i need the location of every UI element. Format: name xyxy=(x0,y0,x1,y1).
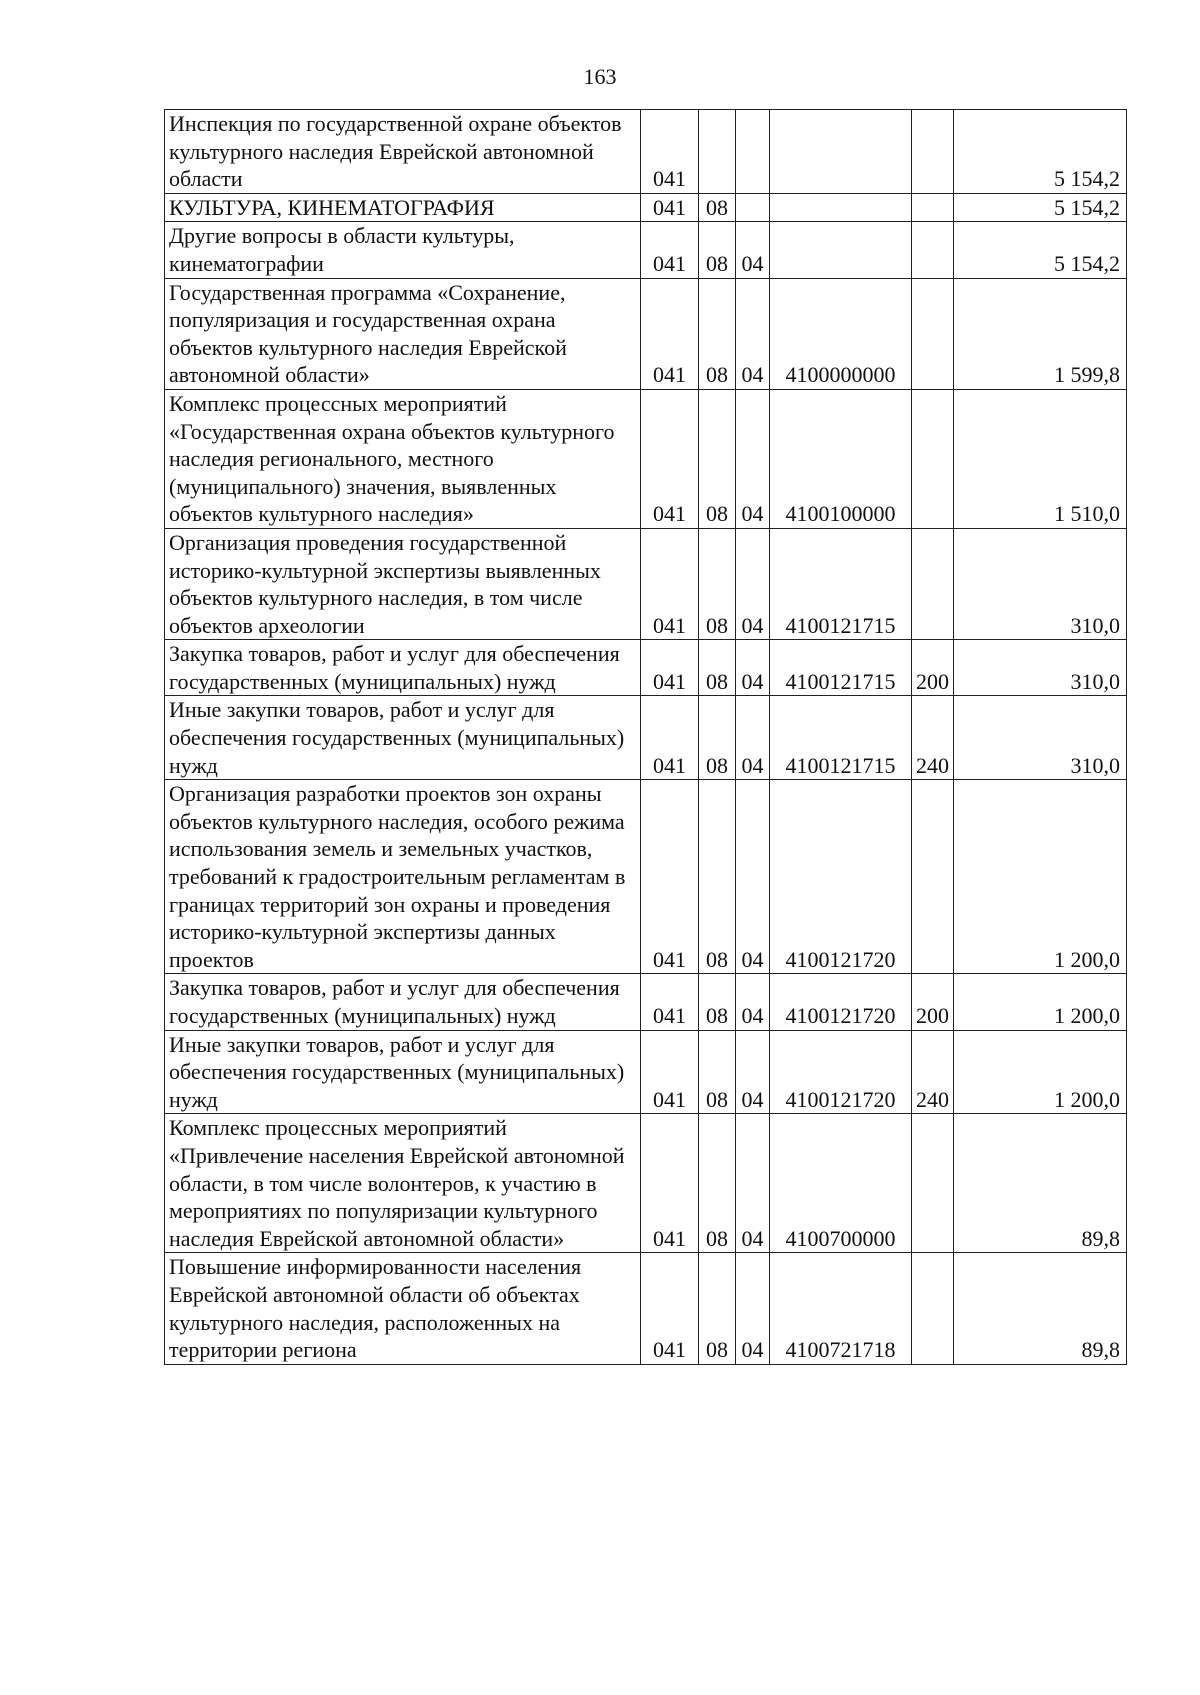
subsection-code xyxy=(736,193,770,222)
expense-type-code xyxy=(912,1114,954,1253)
table-row xyxy=(165,1030,1127,1114)
target-article-code: 4100100000 xyxy=(770,389,912,528)
amount: 310,0 xyxy=(954,528,1127,639)
amount: 89,8 xyxy=(954,1114,1127,1253)
target-article-code xyxy=(770,222,912,278)
department-code: 041 xyxy=(641,389,699,528)
amount: 310,0 xyxy=(954,640,1127,696)
expense-type-code: 200 xyxy=(912,640,954,696)
department-code: 041 xyxy=(641,974,699,1030)
section-code: 08 xyxy=(699,640,736,696)
section-code: 08 xyxy=(699,222,736,278)
row-description: Закупка товаров, работ и услуг для обеспечения государственных (муниципальных) нужд xyxy=(165,640,641,696)
table-row xyxy=(165,528,1127,639)
subsection-code: 04 xyxy=(736,1030,770,1114)
subsection-code: 04 xyxy=(736,640,770,696)
department-code: 041 xyxy=(641,193,699,222)
department-code: 041 xyxy=(641,1030,699,1114)
target-article-code xyxy=(770,110,912,194)
expense-type-code xyxy=(912,1253,954,1364)
target-article-code: 4100121720 xyxy=(770,780,912,974)
table-row xyxy=(165,640,1127,696)
target-article-code: 4100121720 xyxy=(770,974,912,1030)
amount: 1 599,8 xyxy=(954,278,1127,389)
row-description: Иные закупки товаров, работ и услуг для обеспечения государственных (муниципальных) нужд xyxy=(165,696,641,780)
amount: 1 200,0 xyxy=(954,1030,1127,1114)
section-code: 08 xyxy=(699,1030,736,1114)
table-row xyxy=(165,780,1127,974)
budget-table xyxy=(164,109,1127,1365)
target-article-code: 4100121715 xyxy=(770,640,912,696)
department-code: 041 xyxy=(641,780,699,974)
amount: 310,0 xyxy=(954,696,1127,780)
section-code: 08 xyxy=(699,1114,736,1253)
table-row xyxy=(165,974,1127,1030)
target-article-code: 4100121720 xyxy=(770,1030,912,1114)
expense-type-code xyxy=(912,222,954,278)
section-code: 08 xyxy=(699,278,736,389)
table-row xyxy=(165,389,1127,528)
table-row xyxy=(165,1114,1127,1253)
subsection-code: 04 xyxy=(736,1253,770,1364)
section-code: 08 xyxy=(699,780,736,974)
row-description: Иные закупки товаров, работ и услуг для обеспечения государственных (муниципальных) нужд xyxy=(165,1030,641,1114)
department-code: 041 xyxy=(641,278,699,389)
amount: 1 200,0 xyxy=(954,974,1127,1030)
row-description: Повышение информированности населения Еврейской автономной области об объектах культурного наследия, расположенных на территории региона xyxy=(165,1253,641,1364)
row-description: Комплекс процессных мероприятий «Государственная охрана объектов культурного наследия регионального, местного (муниципального) значения, выявленных объектов культурного наследия» xyxy=(165,389,641,528)
section-code: 08 xyxy=(699,974,736,1030)
subsection-code: 04 xyxy=(736,528,770,639)
row-description: КУЛЬТУРА, КИНЕМАТОГРАФИЯ xyxy=(165,193,641,222)
department-code: 041 xyxy=(641,1114,699,1253)
expense-type-code xyxy=(912,193,954,222)
expense-type-code: 240 xyxy=(912,696,954,780)
row-description: Организация проведения государственной историко-культурной экспертизы выявленных объектов культурного наследия, в том числе объектов археологии xyxy=(165,528,641,639)
amount: 5 154,2 xyxy=(954,110,1127,194)
subsection-code: 04 xyxy=(736,389,770,528)
section-code: 08 xyxy=(699,193,736,222)
target-article-code xyxy=(770,193,912,222)
amount: 5 154,2 xyxy=(954,222,1127,278)
amount: 1 510,0 xyxy=(954,389,1127,528)
subsection-code xyxy=(736,110,770,194)
table-row xyxy=(165,193,1127,222)
expense-type-code xyxy=(912,528,954,639)
table-row xyxy=(165,1253,1127,1364)
department-code: 041 xyxy=(641,640,699,696)
expense-type-code: 200 xyxy=(912,974,954,1030)
department-code: 041 xyxy=(641,222,699,278)
expense-type-code: 240 xyxy=(912,1030,954,1114)
expense-type-code xyxy=(912,278,954,389)
page-number: 163 xyxy=(583,64,617,89)
section-code: 08 xyxy=(699,696,736,780)
amount: 1 200,0 xyxy=(954,780,1127,974)
row-description: Комплекс процессных мероприятий «Привлечение населения Еврейской автономной области, в том числе волонтеров, к участию в мероприятиях по популяризации культурного наследия Еврейской автономной области» xyxy=(165,1114,641,1253)
section-code: 08 xyxy=(699,389,736,528)
subsection-code: 04 xyxy=(736,780,770,974)
subsection-code: 04 xyxy=(736,1114,770,1253)
subsection-code: 04 xyxy=(736,222,770,278)
amount: 5 154,2 xyxy=(954,193,1127,222)
table-row xyxy=(165,278,1127,389)
target-article-code: 4100000000 xyxy=(770,278,912,389)
row-description: Инспекция по государственной охране объектов культурного наследия Еврейской автономной области xyxy=(165,110,641,194)
expense-type-code xyxy=(912,389,954,528)
department-code: 041 xyxy=(641,110,699,194)
subsection-code: 04 xyxy=(736,278,770,389)
department-code: 041 xyxy=(641,528,699,639)
row-description: Закупка товаров, работ и услуг для обеспечения государственных (муниципальных) нужд xyxy=(165,974,641,1030)
target-article-code: 4100700000 xyxy=(770,1114,912,1253)
section-code xyxy=(699,110,736,194)
department-code: 041 xyxy=(641,1253,699,1364)
table-row xyxy=(165,110,1127,194)
row-description: Другие вопросы в области культуры, кинематографии xyxy=(165,222,641,278)
expense-type-code xyxy=(912,110,954,194)
target-article-code: 4100121715 xyxy=(770,528,912,639)
table-row xyxy=(165,696,1127,780)
row-description: Государственная программа «Сохранение, популяризация и государственная охрана объектов культурного наследия Еврейской автономной области» xyxy=(165,278,641,389)
budget-table-body xyxy=(165,110,1127,1365)
row-description: Организация разработки проектов зон охраны объектов культурного наследия, особого режима использования земель и земельных участков, требований к градостроительным регламентам в границах территорий зон охраны и проведения историко-культурной экспертизы данных проектов xyxy=(165,780,641,974)
target-article-code: 4100721718 xyxy=(770,1253,912,1364)
subsection-code: 04 xyxy=(736,696,770,780)
subsection-code: 04 xyxy=(736,974,770,1030)
table-row xyxy=(165,222,1127,278)
target-article-code: 4100121715 xyxy=(770,696,912,780)
department-code: 041 xyxy=(641,696,699,780)
section-code: 08 xyxy=(699,1253,736,1364)
expense-type-code xyxy=(912,780,954,974)
section-code: 08 xyxy=(699,528,736,639)
amount: 89,8 xyxy=(954,1253,1127,1364)
